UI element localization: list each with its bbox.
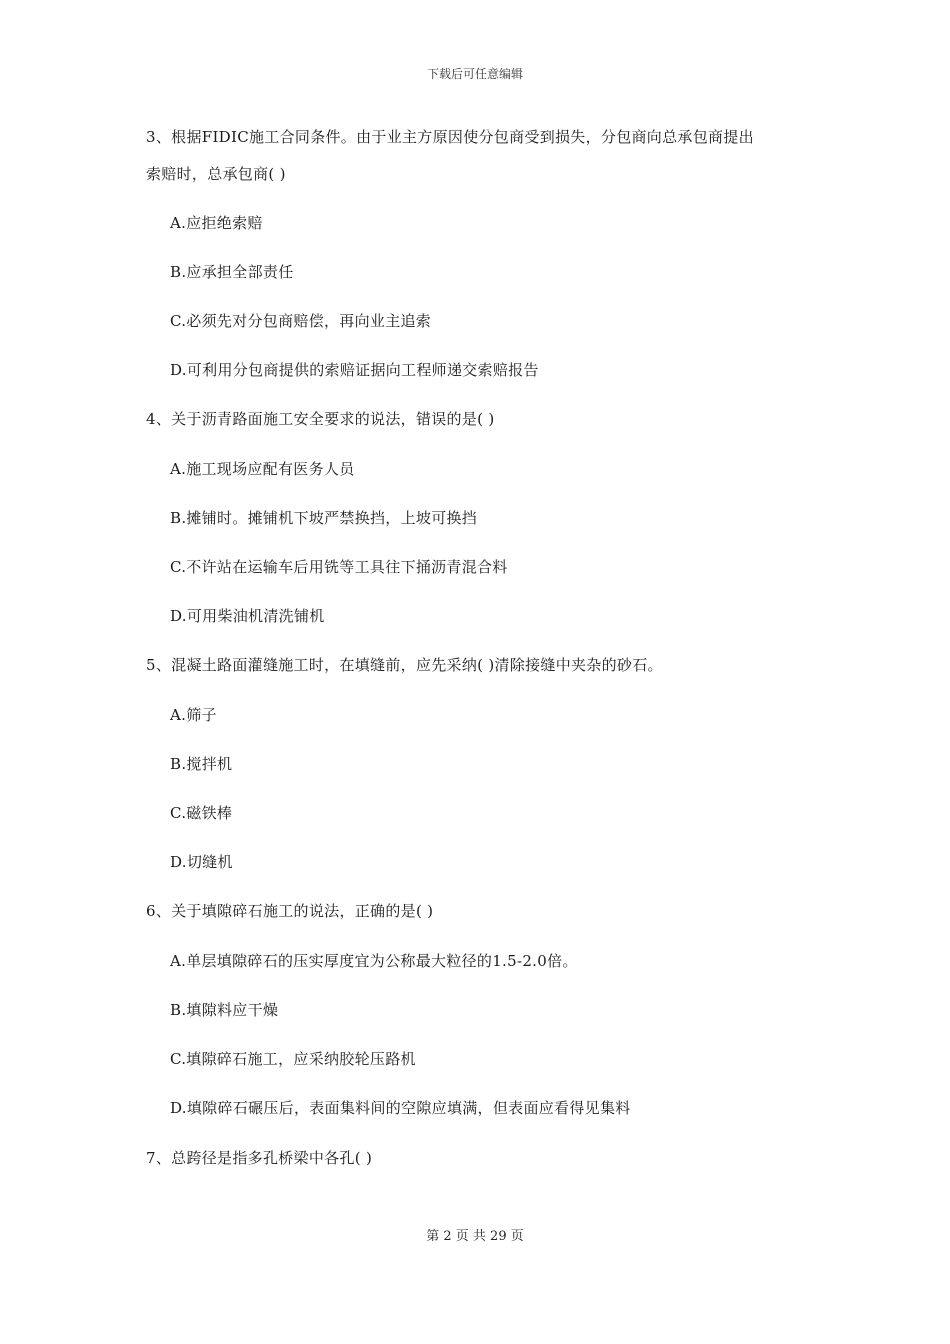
question-6-option-c: C.填隙碎石施工，应采纳胶轮压路机 [170,1050,416,1068]
question-5-option-d: D.切缝机 [170,853,233,871]
question-5-option-b: B.搅拌机 [170,755,233,773]
question-4-option-b: B.摊铺时。摊铺机下坡严禁换挡，上坡可换挡 [170,509,478,527]
question-4-option-c: C.不许站在运输车后用铣等工具往下捅沥青混合料 [170,558,508,576]
page-header: 下载后可任意编辑 [426,67,523,81]
question-6-option-b: B.填隙料应干燥 [170,1001,279,1019]
question-4-stem: 4、关于沥青路面施工安全要求的说法，错误的是( ) [146,410,495,428]
question-5-stem: 5、混凝土路面灌缝施工时，在填缝前，应先采纳( )清除接缝中夹杂的砂石。 [146,656,663,674]
question-3-option-c: C.必须先对分包商赔偿，再向业主追索 [170,312,432,330]
question-3-option-b: B.应承担全部责任 [170,263,294,281]
question-6-stem: 6、关于填隙碎石施工的说法，正确的是( ) [146,902,434,920]
question-7-stem: 7、总跨径是指多孔桥梁中各孔( ) [146,1149,373,1167]
question-3-stem-line-2: 索赔时，总承包商( ) [146,165,286,183]
question-3-option-a: A.应拒绝索赔 [170,214,263,232]
question-6-option-d: D.填隙碎石碾压后，表面集料间的空隙应填满，但表面应看得见集料 [170,1099,631,1117]
question-5-option-a: A.筛子 [170,706,217,724]
question-4-option-d: D.可用柴油机清洗铺机 [170,607,325,625]
question-5-option-c: C.磁铁棒 [170,804,233,822]
question-6-option-a: A.单层填隙碎石的压实厚度宜为公称最大粒径的1.5-2.0倍。 [170,952,578,970]
question-3-option-d: D.可利用分包商提供的索赔证据向工程师递交索赔报告 [170,361,539,379]
question-3-stem-line-1: 3、根据FIDIC施工合同条件。由于业主方原因使分包商受到损失，分包商向总承包商提出 [146,128,754,146]
question-4-option-a: A.施工现场应配有医务人员 [170,460,355,478]
page-footer: 第 2 页 共 29 页 [426,1229,524,1244]
